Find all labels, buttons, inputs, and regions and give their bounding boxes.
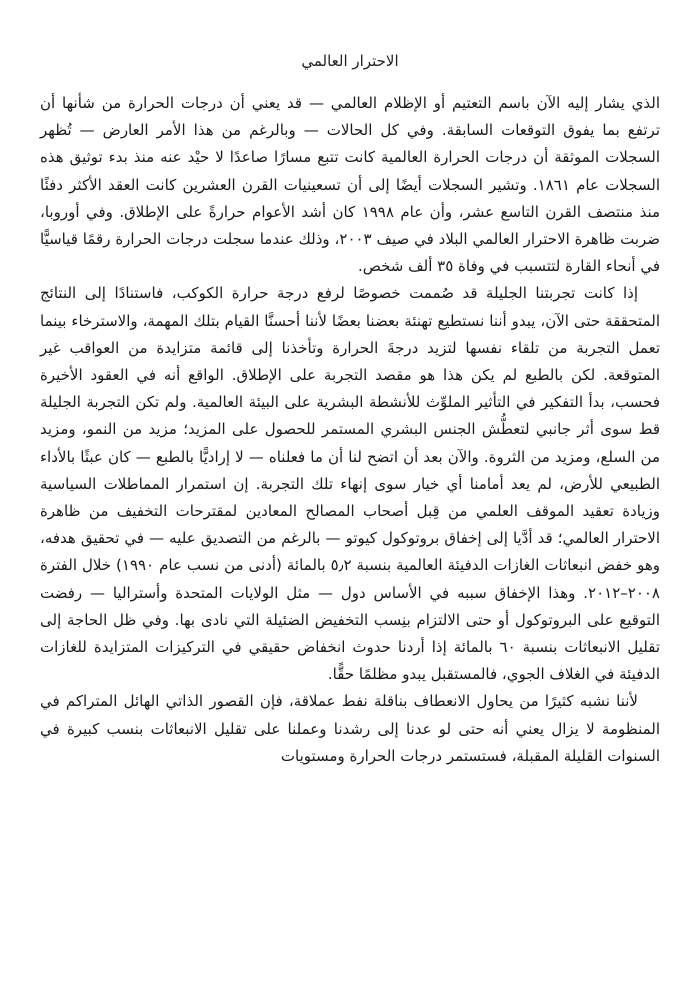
paragraph: إذا كانت تجربتنا الجليلة قد صُممت خصوصًا لرفع درجة حرارة الكوكب، فاستنادًا إلى النتائج المتحققة حتى الآن، يبدو أننا نستطيع تهنئة بعضنا بعضًا لأننا أحسنَّا القيام بتلك المهمة، والاسترخاء بينما تعمل التجربة من تلقاء نفسها لتزيد درجةَ الحرارة وتأخذنا إلى قائمة متزايدة من العواقب غير المتوقعة. لكن بالطبع لم يكن هذا هو مقصد التجربة على الإطلاق. الواقع أنه في العقود الأخيرة فحسب، بدأ التفكير في التأثير الملوِّث للأنشطة البشرية على البيئة العالمية. ولم تكن التجربة الجليلة قط سوى أثر جانبي لتعطُّش الجنس البشري المستمر للحصول على المزيد؛ مزيد من النمو، ومزيد من السلع، ومزيد من الثروة. والآن بعد أن اتضح لنا أن ما فعلناه — لا إراديًّا بالطبع — كان عبثًا بالأداء الطبيعي للأرض، لم يعد أمامنا أي خيار سوى إنهاء تلك التجربة. إن استمرار المماطلات السياسية وزيادة تعقيد الموقف العلمي من قِبل أصحاب المصالح المعادين لمقترحات التخفيف من ظاهرة الاحترار العالمي؛ قد أدَّيا إلى إخفاق بروتوكول كيوتو — بالرغم من التصديق عليه — في تحقيق هدفه، وهو خفض انبعاثات الغازات الدفيئة العالمية بنسبة ٥٫٢ بالمائة (أدنى من نسب عام ١٩٩٠) خلال الفترة ٢٠٠٨–٢٠١٢. وهذا الإخفاق سببه في الأساس دول — مثل الولايات المتحدة وأستراليا — رفضت التوقيع على البروتوكول أو حتى الالتزام بنِسب التخفيض الضئيلة التي نادى بها. وفي ظل الحاجة إلى تقليل الانبعاثات بنسبة ٦٠ بالمائة إذا أردنا حدوث انخفاض حقيقي في التركيزات المتزايدة للغازات الدفيئة في الغلاف الجوي، فالمستقبل يبدو مظلمًا حقًّا. (40, 284, 660, 684)
running-head: الاحترار العالمي (301, 52, 399, 70)
body-text (40, 90, 660, 770)
paragraph: لأننا نشبه كثيرًا من يحاول الانعطاف بناقلة نفط عملاقة، فإن القصور الذاتي الهائل المتراكم في المنظومة لا يزال يعني أنه حتى لو عدنا إلى رشدنا وعملنا على تقليل الانبعاثات بنسب كبيرة في السنوات القليلة المقبلة، فستستمر درجات الحرارة ومستويات (40, 692, 660, 765)
paragraph: الذي يشار إليه الآن باسم التعتيم أو الإظلام العالمي — قد يعني أن درجات الحرارة من شأنها أن ترتفع بما يفوق التوقعات السابقة. وفي كل الحالات — وبالرغم من هذا الأمر العارض — تُظهر السجلات الموثقة أن درجات الحرارة العالمية كانت تتبع مسارًا صاعدًا لا حيْد عنه منذ بدء توثيق هذه السجلات عام ١٨٦١. وتشير السجلات أيضًا إلى أن تسعينيات القرن العشرين كانت العقد الأكثر دفئًا منذ منتصف القرن التاسع عشر، وأن عام ١٩٩٨ كان أشد الأعوام حرارةً على الإطلاق. وفي أوروبا، ضربت ظاهرة الاحترار العالمي البلاد في صيف ٢٠٠٣، وذلك عندما سجلت درجات الحرارة رقمًا قياسيًّا في أنحاء القارة لتتسبب في وفاة ٣٥ ألف شخص. (40, 94, 661, 276)
